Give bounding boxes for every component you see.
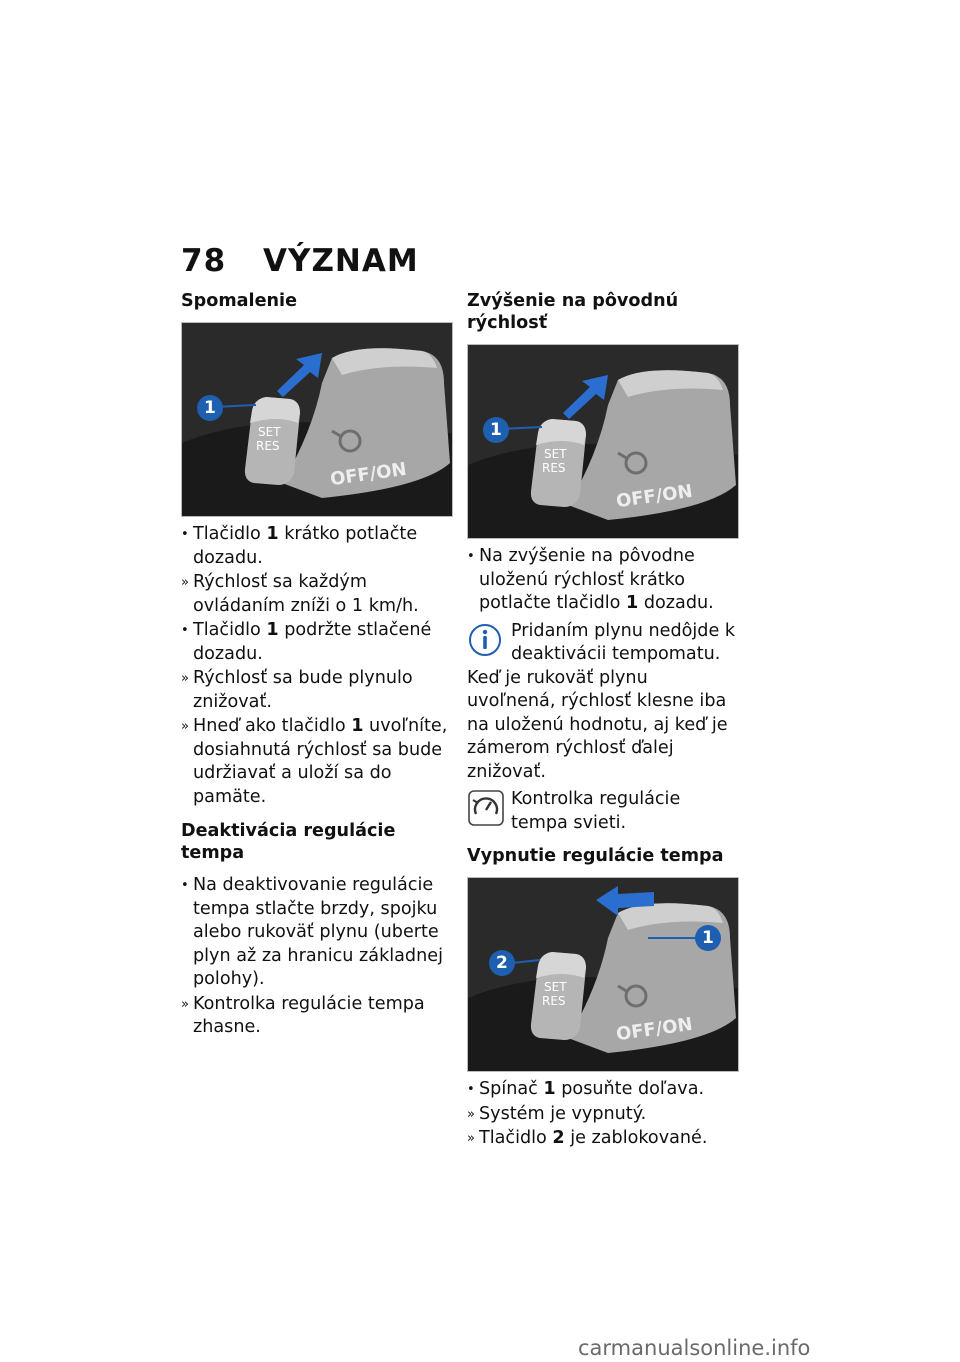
- list-item: » Rýchlosť sa bude plynulo znižovať.: [181, 668, 413, 712]
- watermark: carmanualsonline.info: [578, 1336, 811, 1360]
- list-item: » Kontrolka regulácie tempa zhasne.: [181, 993, 425, 1037]
- set-label: SET: [544, 447, 567, 461]
- indicator-note-text: Kontrolka regulácie tempa svieti.: [511, 789, 681, 833]
- section-heading-deactivation: Deaktivácia regulácie tempa: [181, 821, 396, 863]
- list-item: » Systém je vypnutý.: [467, 1103, 647, 1124]
- set-label: SET: [544, 980, 567, 994]
- res-label: RES: [542, 994, 566, 1008]
- switch-label: OFF/ON: [614, 480, 694, 513]
- figure-switch-off: [467, 877, 739, 1072]
- callout-1: 1: [204, 398, 216, 418]
- deactivation-steps: [181, 874, 453, 1040]
- info-icon: [467, 620, 505, 660]
- list-item: » Rýchlosť sa každým ovládaním zníži o 1 km/h.: [181, 572, 419, 616]
- res-label: RES: [256, 439, 280, 453]
- info-paragraph: Keď je rukoväť plynu uvoľnená, rýchlosť klesne iba na uloženú hodnotu, aj keď je zámerom rýchlosť ďalej znižovať.: [467, 667, 728, 782]
- list-item: • Na zvýšenie na pôvodne uloženú rýchlosť krátko potlačte tlačidlo 1 dozadu.: [467, 546, 714, 613]
- res-label: RES: [542, 461, 566, 475]
- callout-2: 2: [496, 953, 508, 973]
- page-number: 78: [181, 243, 227, 279]
- list-item: » Hneď ako tlačidlo 1 uvoľníte, dosiahnutá rýchlosť sa bude udržiavať a uloží sa do pamäte.: [181, 716, 448, 807]
- section-heading-slow-down: Spomalenie: [181, 291, 298, 311]
- page-header: [181, 243, 419, 279]
- figure-slow-down: [181, 322, 453, 517]
- callout-1: 1: [702, 928, 714, 948]
- info-note: [467, 620, 739, 667]
- left-column: [181, 290, 453, 1041]
- switch-off-steps: [467, 1078, 739, 1151]
- set-label: SET: [258, 425, 281, 439]
- section-heading-resume: Zvýšenie na pôvodnú rýchlosť: [467, 291, 679, 333]
- switch-label: OFF/ON: [614, 1013, 694, 1046]
- info-note-text: Pridaním plynu nedôjde k deaktivácii tempomatu.: [511, 620, 736, 664]
- list-item: • Na deaktivovanie regulácie tempa stlačte brzdy, spojku alebo rukoväť plynu (uberte plyn až za hranicu základnej polohy).: [181, 875, 443, 989]
- page-title: VÝZNAM: [263, 243, 419, 279]
- figure-resume: [467, 344, 739, 539]
- section-heading-switch-off: Vypnutie regulácie tempa: [467, 846, 724, 866]
- slow-down-steps: [181, 523, 453, 809]
- list-item: • Tlačidlo 1 krátko potlačte dozadu.: [181, 524, 418, 568]
- cruise-control-indicator-icon: [467, 788, 505, 828]
- switch-label: OFF/ON: [328, 458, 408, 491]
- indicator-note: [467, 788, 739, 835]
- list-item: • Spínač 1 posuňte doľava.: [467, 1079, 705, 1099]
- callout-1: 1: [490, 420, 502, 440]
- list-item: • Tlačidlo 1 podržte stlačené dozadu.: [181, 620, 432, 664]
- right-column: [467, 290, 739, 1152]
- list-item: » Tlačidlo 2 je zablokované.: [467, 1128, 708, 1148]
- resume-steps: [467, 545, 739, 616]
